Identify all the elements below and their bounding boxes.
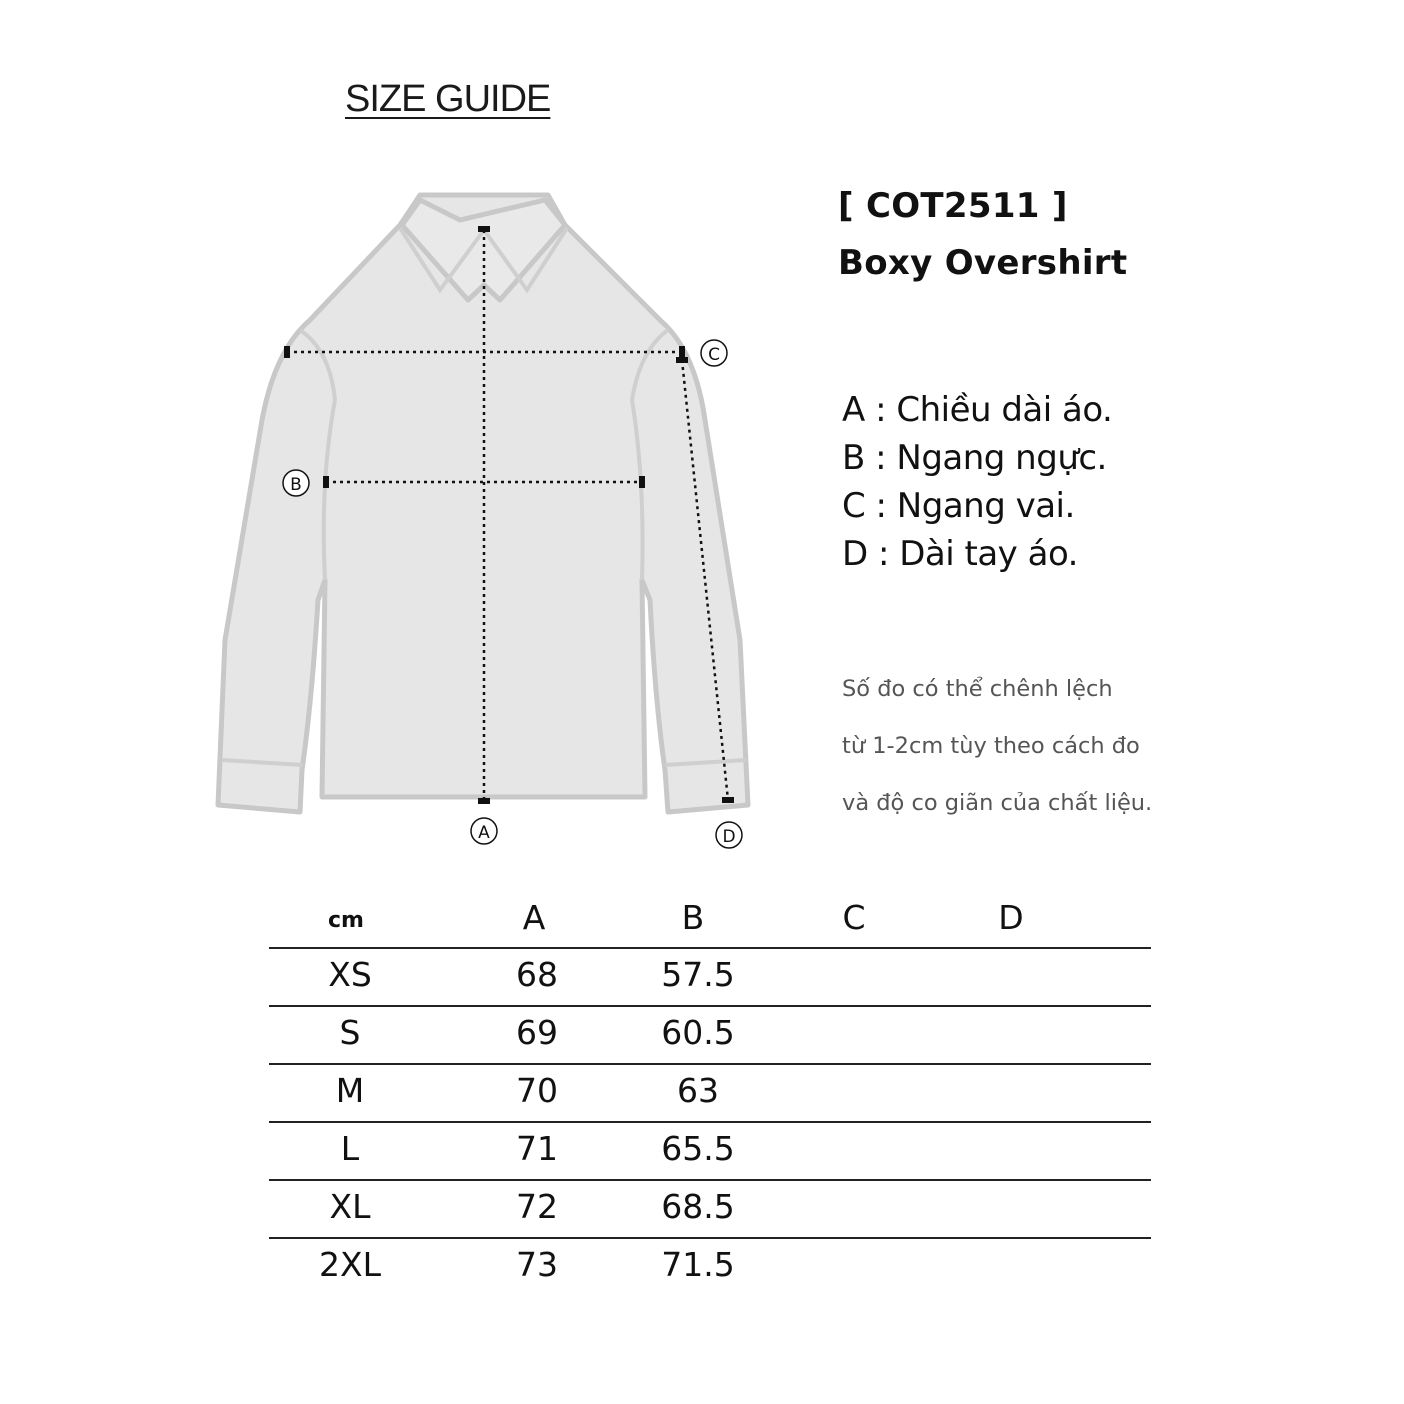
value-b: 63 <box>677 1071 719 1110</box>
label-d: D <box>722 827 736 847</box>
size-label: XS <box>328 955 372 994</box>
product-code: [ COT2511 ] <box>838 186 1068 226</box>
table-header <box>269 892 1151 949</box>
value-b: 68.5 <box>661 1187 735 1226</box>
value-a: 73 <box>516 1245 558 1284</box>
note-line: Số đo có thể chênh lệch <box>842 676 1113 702</box>
label-c: C <box>708 345 720 365</box>
header-c: C <box>842 898 866 937</box>
legend-item-d: D : Dài tay áo. <box>842 534 1078 574</box>
legend-item-c: C : Ngang vai. <box>842 486 1075 526</box>
table-row <box>269 1123 1151 1181</box>
measurement-legend <box>842 386 1112 578</box>
size-label: L <box>340 1129 360 1168</box>
legend-item-b: B : Ngang ngực. <box>842 438 1107 478</box>
note-line: từ 1-2cm tùy theo cách đo <box>842 733 1140 759</box>
header-unit: cm <box>328 908 364 933</box>
value-b: 71.5 <box>661 1245 735 1284</box>
value-a: 68 <box>516 955 558 994</box>
size-table <box>269 892 1151 1295</box>
value-b: 57.5 <box>661 955 735 994</box>
value-a: 70 <box>516 1071 558 1110</box>
header-d: D <box>998 898 1024 937</box>
table-row <box>269 1239 1151 1295</box>
value-a: 69 <box>516 1013 558 1052</box>
size-label: XL <box>329 1187 371 1226</box>
size-label: 2XL <box>319 1245 381 1284</box>
measurement-note <box>842 661 1152 832</box>
table-row <box>269 1065 1151 1123</box>
size-label: M <box>335 1071 365 1110</box>
table-row <box>269 1007 1151 1065</box>
value-b: 65.5 <box>661 1129 735 1168</box>
header-a: A <box>522 898 546 937</box>
value-b: 60.5 <box>661 1013 735 1052</box>
table-row <box>269 949 1151 1007</box>
value-a: 71 <box>516 1129 558 1168</box>
size-label: S <box>339 1013 361 1052</box>
product-name: Boxy Overshirt <box>838 243 1128 283</box>
table-row <box>269 1181 1151 1239</box>
label-b: B <box>290 475 302 495</box>
value-a: 72 <box>516 1187 558 1226</box>
legend-item-a: A : Chiều dài áo. <box>842 390 1113 430</box>
page-title: SIZE GUIDE <box>345 78 551 120</box>
header-b: B <box>681 898 705 937</box>
note-line: và độ co giãn của chất liệu. <box>842 790 1153 816</box>
label-a: A <box>478 823 490 843</box>
